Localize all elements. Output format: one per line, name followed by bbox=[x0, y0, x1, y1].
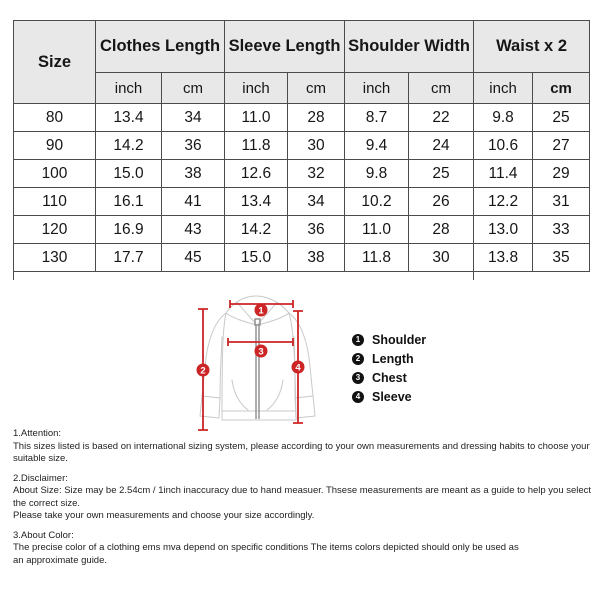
size-cell: 90 bbox=[14, 132, 96, 160]
svg-text:3: 3 bbox=[258, 346, 264, 358]
measurement-cell: 10.6 bbox=[474, 132, 533, 160]
measurement-cell: 22 bbox=[409, 104, 474, 132]
measurement-cell: 28 bbox=[409, 216, 474, 244]
attention-note bbox=[13, 428, 598, 466]
shoulder-marker-icon bbox=[255, 304, 268, 317]
table-border-stub bbox=[13, 271, 14, 280]
measurement-cell: 43 bbox=[162, 216, 225, 244]
legend-item-length bbox=[352, 349, 426, 368]
table-border-stub bbox=[473, 271, 474, 280]
svg-text:2: 2 bbox=[200, 365, 206, 377]
measurement-cell: 17.7 bbox=[96, 244, 162, 272]
measurement-cell: 9.8 bbox=[345, 160, 409, 188]
size-cell: 100 bbox=[14, 160, 96, 188]
about-color-note bbox=[13, 530, 598, 568]
measurement-cell: 13.4 bbox=[96, 104, 162, 132]
disclaimer-line2: Please take your own measurements and choose your size accordingly. bbox=[13, 510, 315, 521]
legend-item-shoulder bbox=[352, 330, 426, 349]
size-cell: 80 bbox=[14, 104, 96, 132]
measurement-cell: 25 bbox=[409, 160, 474, 188]
zipper bbox=[255, 319, 260, 419]
circled-number-3-icon: 3 bbox=[352, 372, 364, 384]
legend-label: Shoulder bbox=[372, 332, 427, 347]
measurement-cell: 45 bbox=[162, 244, 225, 272]
circled-number-1-icon: 1 bbox=[352, 334, 364, 346]
table-row bbox=[14, 244, 590, 272]
measurement-cell: 13.4 bbox=[225, 188, 288, 216]
size-column-header: Size bbox=[14, 21, 96, 104]
measurement-cell: 27 bbox=[533, 132, 590, 160]
measurement-cell: 16.1 bbox=[96, 188, 162, 216]
measurement-cell: 34 bbox=[162, 104, 225, 132]
measurement-cell: 11.8 bbox=[225, 132, 288, 160]
measurement-cell: 14.2 bbox=[225, 216, 288, 244]
measurement-cell: 32 bbox=[288, 160, 345, 188]
measurement-cell: 36 bbox=[288, 216, 345, 244]
circled-number-2-icon: 2 bbox=[352, 353, 364, 365]
disclaimer-title: 2.Disclaimer: bbox=[13, 472, 68, 484]
measurement-cell: 28 bbox=[288, 104, 345, 132]
sleeve-length-header: Sleeve Length bbox=[225, 21, 345, 73]
measurement-cell: 29 bbox=[533, 160, 590, 188]
measurement-cell: 10.2 bbox=[345, 188, 409, 216]
measurement-cell: 13.8 bbox=[474, 244, 533, 272]
table-row bbox=[14, 188, 590, 216]
size-cell: 120 bbox=[14, 216, 96, 244]
legend-item-chest bbox=[352, 368, 426, 387]
shoulder-width-header: Shoulder Width bbox=[345, 21, 474, 73]
measurement-cell: 41 bbox=[162, 188, 225, 216]
measurement-cell: 16.9 bbox=[96, 216, 162, 244]
measurement-cell: 8.7 bbox=[345, 104, 409, 132]
size-cell: 110 bbox=[14, 188, 96, 216]
sleeve-marker-icon bbox=[292, 361, 305, 374]
measurement-cell: 9.4 bbox=[345, 132, 409, 160]
circled-number-4-icon: 4 bbox=[352, 391, 364, 403]
waist-header: Waist x 2 bbox=[474, 21, 590, 73]
measurement-cell: 11.8 bbox=[345, 244, 409, 272]
measurement-legend bbox=[352, 330, 426, 406]
unit-header: inch bbox=[474, 73, 533, 104]
measurement-cell: 15.0 bbox=[225, 244, 288, 272]
measurement-cell: 38 bbox=[288, 244, 345, 272]
measurement-cell: 9.8 bbox=[474, 104, 533, 132]
table-row bbox=[14, 132, 590, 160]
about-color-line1: The precise color of a clothing ems mva depend on specific conditions The items colors depicted should only be used as bbox=[13, 542, 519, 553]
length-marker-icon bbox=[197, 364, 210, 377]
jacket-diagram bbox=[180, 292, 330, 442]
measurement-cell: 24 bbox=[409, 132, 474, 160]
unit-header: inch bbox=[96, 73, 162, 104]
measurement-cell: 30 bbox=[409, 244, 474, 272]
about-color-title: 3.About Color: bbox=[13, 529, 74, 541]
disclaimer-note bbox=[13, 473, 598, 523]
unit-header: cm bbox=[533, 73, 590, 104]
clothes-length-header: Clothes Length bbox=[96, 21, 225, 73]
unit-header: cm bbox=[288, 73, 345, 104]
size-chart-table bbox=[13, 20, 590, 272]
chest-marker-icon bbox=[255, 345, 268, 358]
measurement-cell: 36 bbox=[162, 132, 225, 160]
measurement-cell: 11.0 bbox=[225, 104, 288, 132]
measurement-cell: 35 bbox=[533, 244, 590, 272]
svg-text:4: 4 bbox=[295, 362, 301, 374]
table-row bbox=[14, 160, 590, 188]
disclaimer-line1: About Size: Size may be 2.54cm / 1inch inaccuracy due to hand measuer. Thsese measurements are meant as a guide to help you select the correct size. bbox=[13, 485, 592, 509]
measurement-cell: 31 bbox=[533, 188, 590, 216]
legend-label: Length bbox=[372, 351, 414, 366]
size-cell: 130 bbox=[14, 244, 96, 272]
measurement-cell: 34 bbox=[288, 188, 345, 216]
unit-header: inch bbox=[225, 73, 288, 104]
measurement-cell: 11.4 bbox=[474, 160, 533, 188]
svg-text:1: 1 bbox=[258, 305, 264, 317]
measurement-cell: 12.6 bbox=[225, 160, 288, 188]
measurement-cell: 30 bbox=[288, 132, 345, 160]
measurement-cell: 12.2 bbox=[474, 188, 533, 216]
measurement-cell: 33 bbox=[533, 216, 590, 244]
notes-section bbox=[13, 428, 598, 574]
attention-title: 1.Attention: bbox=[13, 428, 62, 439]
unit-header: cm bbox=[409, 73, 474, 104]
measurement-cell: 26 bbox=[409, 188, 474, 216]
table-row bbox=[14, 104, 590, 132]
legend-label: Sleeve bbox=[372, 389, 412, 404]
legend-item-sleeve bbox=[352, 387, 426, 406]
about-color-line2: an approximate guide. bbox=[13, 554, 108, 566]
legend-label: Chest bbox=[372, 370, 407, 385]
unit-header: inch bbox=[345, 73, 409, 104]
measurement-cell: 25 bbox=[533, 104, 590, 132]
table-row bbox=[14, 216, 590, 244]
attention-body: This sizes listed is based on international sizing system, please according to your own measurements and dressing habits to choose your suitable size. bbox=[13, 440, 590, 464]
measurement-cell: 14.2 bbox=[96, 132, 162, 160]
measurement-cell: 11.0 bbox=[345, 216, 409, 244]
unit-header: cm bbox=[162, 73, 225, 104]
measurement-cell: 13.0 bbox=[474, 216, 533, 244]
measurement-cell: 15.0 bbox=[96, 160, 162, 188]
measurement-cell: 38 bbox=[162, 160, 225, 188]
